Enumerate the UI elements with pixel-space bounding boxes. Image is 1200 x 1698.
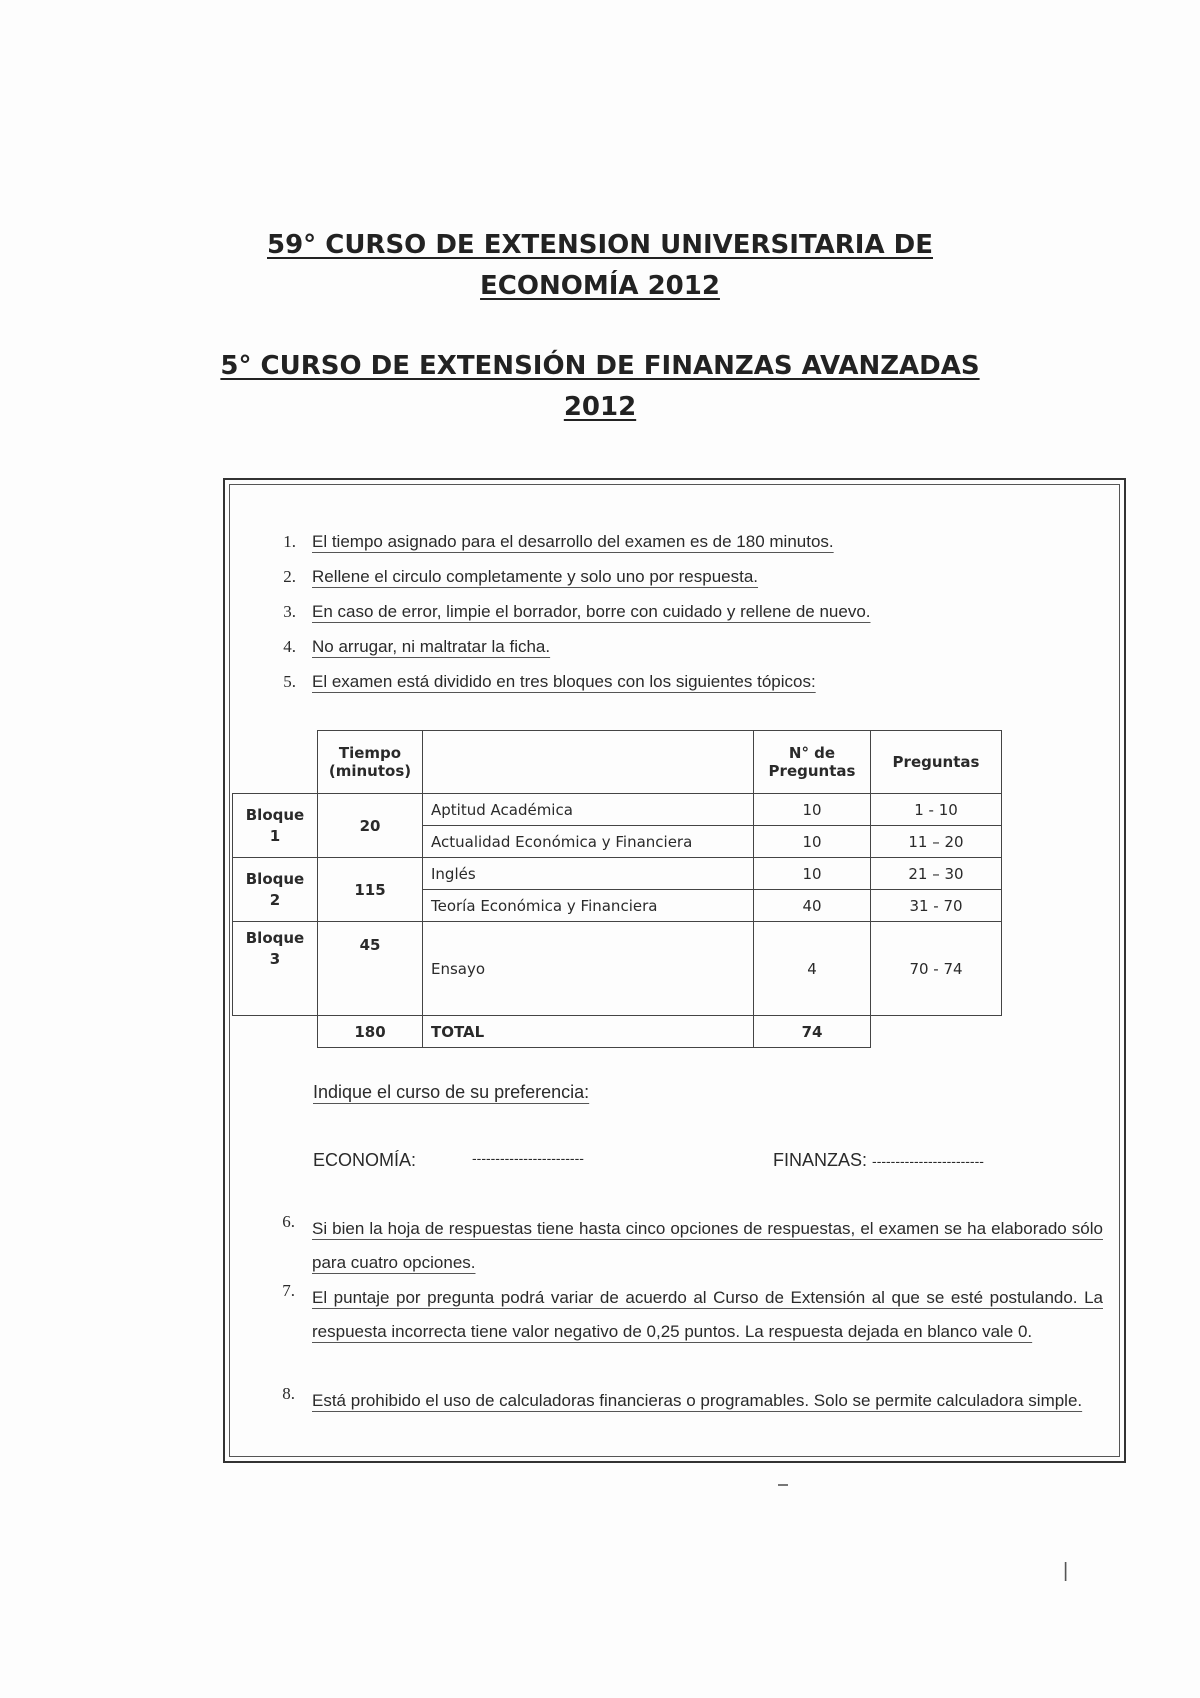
item-number: 4. bbox=[283, 637, 296, 656]
total-time: 180 bbox=[318, 1016, 423, 1048]
block-time: 45 bbox=[318, 922, 423, 1016]
table-row bbox=[233, 922, 1002, 1016]
topic-cell: Ensayo bbox=[423, 922, 754, 1016]
range-cell: 11 – 20 bbox=[871, 826, 1002, 858]
note-number: 7. bbox=[282, 1281, 295, 1300]
count-cell: 40 bbox=[754, 890, 871, 922]
block-time: 20 bbox=[318, 794, 423, 858]
course-title-line-2: ECONOMÍA 2012 bbox=[480, 271, 720, 301]
total-label: TOTAL bbox=[423, 1016, 754, 1048]
item-number: 2. bbox=[283, 567, 296, 586]
total-count: 74 bbox=[754, 1016, 871, 1048]
count-cell: 4 bbox=[754, 922, 871, 1016]
range-cell: 31 - 70 bbox=[871, 890, 1002, 922]
header-question-range: Preguntas bbox=[871, 731, 1002, 794]
topic-cell: Teoría Económica y Financiera bbox=[423, 890, 754, 922]
note-number: 6. bbox=[282, 1212, 295, 1231]
note-number: 8. bbox=[282, 1384, 295, 1403]
finanzas-blank[interactable]: ------------------------ bbox=[872, 1153, 984, 1169]
item-number: 1. bbox=[283, 532, 296, 551]
finanzas-label: FINANZAS: bbox=[773, 1150, 868, 1170]
range-cell: 21 – 30 bbox=[871, 858, 1002, 890]
item-text: No arrugar, ni maltratar la ficha. bbox=[312, 637, 551, 656]
block-label: Bloque 2 bbox=[233, 858, 318, 922]
preference-prompt: Indique el curso de su preferencia: bbox=[313, 1082, 590, 1102]
item-text: Rellene el circulo completamente y solo uno por respuesta. bbox=[312, 567, 759, 586]
note-text: El puntaje por pregunta podrá variar de acuerdo al Curso de Extensión al que se esté postulando. La respuesta incorrecta tiene valor negativo de 0,25 puntos. La respuesta dejada en blanco vale 0. bbox=[312, 1288, 1103, 1341]
count-cell: 10 bbox=[754, 858, 871, 890]
table-blank-cell bbox=[871, 1016, 1002, 1048]
table-row bbox=[233, 858, 1002, 890]
course-title-finanzas bbox=[0, 346, 1200, 428]
header-time: Tiempo (minutos) bbox=[318, 731, 423, 794]
count-cell: 10 bbox=[754, 794, 871, 826]
range-cell: 1 - 10 bbox=[871, 794, 1002, 826]
count-cell: 10 bbox=[754, 826, 871, 858]
table-row bbox=[233, 794, 1002, 826]
course-title-line-1: 59° CURSO DE EXTENSION UNIVERSITARIA DE bbox=[267, 230, 933, 260]
finanzas-option[interactable] bbox=[773, 1150, 984, 1171]
note-item bbox=[277, 1281, 1103, 1383]
course-title-line-1: 5° CURSO DE EXTENSIÓN DE FINANZAS AVANZADAS bbox=[220, 351, 980, 381]
course-title-economia bbox=[0, 225, 1200, 307]
topic-cell: Actualidad Económica y Financiera bbox=[423, 826, 754, 858]
economia-blank[interactable]: ------------------------ bbox=[472, 1150, 584, 1166]
item-text: En caso de error, limpie el borrador, borre con cuidado y rellene de nuevo. bbox=[312, 602, 871, 621]
topics-table bbox=[232, 730, 1002, 1048]
block-label: Bloque 1 bbox=[233, 794, 318, 858]
topic-cell: Aptitud Académica bbox=[423, 794, 754, 826]
item-text: El examen está dividido en tres bloques con los siguientes tópicos: bbox=[312, 672, 816, 691]
table-blank-cell bbox=[233, 1016, 318, 1048]
range-cell: 70 - 74 bbox=[871, 922, 1002, 1016]
page-mark: | bbox=[1063, 1560, 1069, 1582]
table-corner-cell bbox=[233, 731, 318, 794]
item-text: El tiempo asignado para el desarrollo del examen es de 180 minutos. bbox=[312, 532, 834, 551]
header-topic bbox=[423, 731, 754, 794]
table-total-row bbox=[233, 1016, 1002, 1048]
scan-speck bbox=[778, 1484, 788, 1486]
note-item bbox=[277, 1384, 1103, 1454]
note-item bbox=[277, 1212, 1103, 1282]
economia-option[interactable] bbox=[313, 1150, 416, 1171]
block-time: 115 bbox=[318, 858, 423, 922]
block-label: Bloque 3 bbox=[233, 922, 318, 1016]
header-question-count: N° de Preguntas bbox=[754, 731, 871, 794]
item-number: 3. bbox=[283, 602, 296, 621]
topic-cell: Inglés bbox=[423, 858, 754, 890]
table-header-row bbox=[233, 731, 1002, 794]
note-text: Está prohibido el uso de calculadoras financieras o programables. Solo se permite calculadora simple. bbox=[312, 1391, 1083, 1410]
economia-label: ECONOMÍA: bbox=[313, 1150, 417, 1170]
note-text: Si bien la hoja de respuestas tiene hasta cinco opciones de respuestas, el examen se ha elaborado sólo para cuatro opciones. bbox=[312, 1219, 1103, 1272]
course-title-line-2: 2012 bbox=[563, 392, 637, 422]
item-number: 5. bbox=[283, 672, 296, 691]
